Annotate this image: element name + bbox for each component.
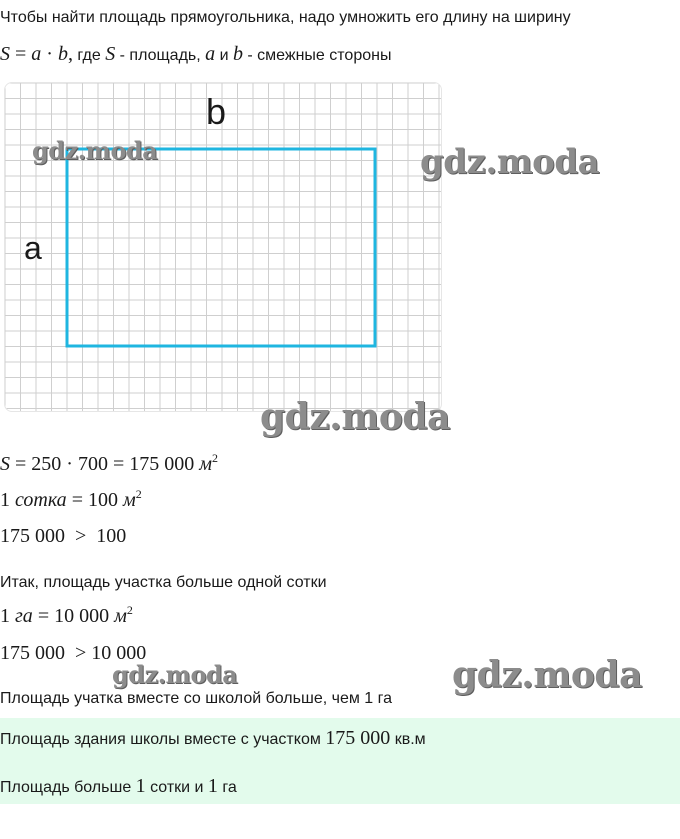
answer-text: га [217,779,237,796]
comparison-sotka: 175 000 > 100 [0,525,127,547]
hectare-value: = 10 000 [32,605,115,627]
unit-m: м [199,453,212,475]
hectare-conclusion: Площадь учатка вместе со школой больше, чем 1 га [0,690,393,707]
hectare-number: 1 [0,605,15,627]
watermark-logo: gdz.moda [452,654,642,696]
answer-number-sotka: 1 [135,775,146,797]
formula-a: a [31,43,42,65]
sotka-conclusion: Итак, площадь участка больше одной сотки [0,574,327,591]
formula-text-sides: - смежные стороны [242,47,392,64]
sotka-definition [0,488,142,512]
unit-exponent: 2 [126,603,133,617]
sotka-value: = 100 [66,489,123,511]
comparison-hectare: 175 000 > 10 000 [0,642,147,664]
side-label-b: b [206,91,227,132]
watermark-logo: gdz.moda [420,142,600,182]
formula-dot: · [41,43,58,65]
formula-b: b [57,43,68,65]
formula-comma: , [67,43,73,65]
unit-exponent: 2 [135,487,142,501]
area-calculation [0,452,218,476]
watermark-logo: gdz.moda [32,136,158,165]
formula-text-where: где [72,47,106,64]
answer-unit: кв.м [390,731,426,748]
formula-text-area: - площадь, [115,47,206,64]
formula-a-ref: a [205,43,216,65]
formula-eq: = [10,43,32,65]
side-label-a: a [24,230,42,266]
answer-line-2 [0,774,237,798]
answer-text: Площадь больше [0,779,136,796]
area-expression: = 250 · 700 = 175 000 [10,453,200,475]
intro-text: Чтобы найти площадь прямоугольника, надо умножить его длину на ширину [0,9,571,26]
hectare-definition [0,604,133,628]
grid-figure-svg [5,83,441,411]
unit-m: м [114,605,127,627]
watermark-logo: gdz.moda [112,660,238,689]
sotka-number: 1 [0,489,15,511]
answer-number-ha: 1 [207,775,218,797]
answer-line-1 [0,726,426,750]
unit-exponent: 2 [211,451,218,465]
sotka-word: сотка [15,489,67,511]
formula-text-and: и [215,47,233,64]
answer-text: сотки и [145,779,208,796]
area-formula-line [0,42,391,68]
formula-S: S [0,43,10,65]
watermark-logo: gdz.moda [260,396,450,438]
area-symbol: S [0,453,10,475]
formula-S-ref: S [105,43,116,65]
answer-area-value: 175 000 [325,727,391,749]
hectare-word: га [15,605,33,627]
answer-text: Площадь здания школы вместе с участком [0,731,326,748]
formula-b-ref: b [232,43,243,65]
unit-m: м [122,489,136,511]
